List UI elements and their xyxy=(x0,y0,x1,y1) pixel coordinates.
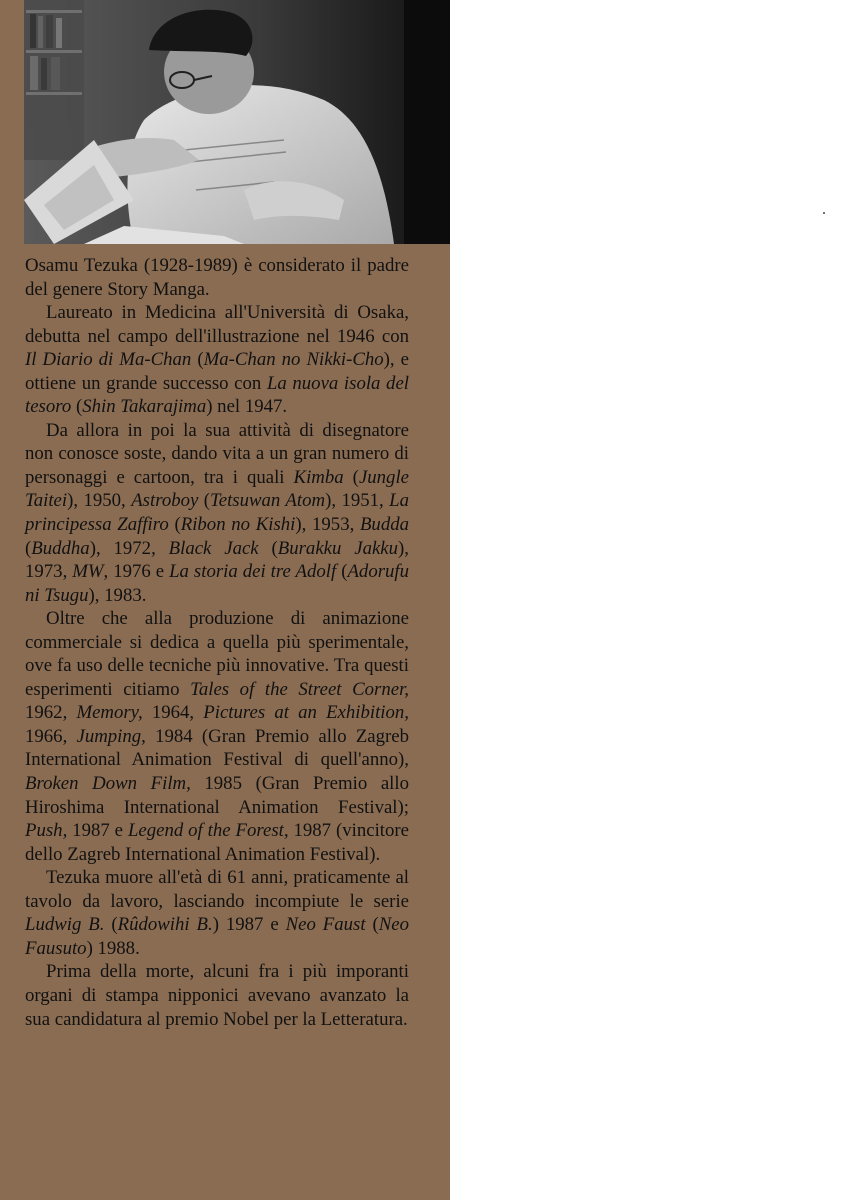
italic-title: Il Diario di Ma-Chan xyxy=(25,349,192,371)
bio-paragraph-5: Tezuka muore all'età di 61 anni, praticamente al tavolo da lavoro, lasciando incompiute le serie Ludwig B. (Rûdowihi B.) 1987 e Neo Faust (Neo Fausuto) 1988. xyxy=(25,867,409,959)
italic-title: Pictures at an Exhibition, xyxy=(203,702,410,724)
author-biography xyxy=(25,254,409,1031)
italic-title: Shin Takarajima xyxy=(82,396,207,418)
italic-title: Rûdowihi B. xyxy=(117,914,213,936)
italic-title: MW xyxy=(72,561,104,583)
italic-title: Jungle Taitei xyxy=(25,466,409,512)
bio-paragraph-1: Osamu Tezuka (1928-1989) è considerato il padre del genere Story Manga. xyxy=(25,255,409,300)
italic-title: Legend of the Forest, xyxy=(127,820,289,842)
italic-title: Burakku Jakku xyxy=(277,537,399,559)
italic-title: Neo Fausuto xyxy=(25,914,409,959)
bookshelf xyxy=(24,0,84,160)
italic-title: La principessa Zaffiro xyxy=(25,490,409,536)
italic-title: Ludwig B. xyxy=(25,914,105,936)
italic-title: Adorufu ni Tsugu xyxy=(25,561,410,606)
italic-title: Kimba xyxy=(293,466,344,488)
italic-title: Ribon no Kishi xyxy=(180,514,296,536)
flap-edge xyxy=(0,0,24,244)
italic-title: La nuova isola del tesoro xyxy=(25,372,410,418)
italic-title: Tetsuwan Atom xyxy=(210,490,326,512)
italic-title: Budda xyxy=(359,514,409,536)
italic-title: Neo Faust xyxy=(285,914,366,936)
bio-paragraph-2: Laureato in Medicina all'Università di Osaka, debutta nel campo dell'illustrazione nel 1946 con Il Diario di Ma-Chan (Ma-Chan no Nikki-Cho), e ottiene un grande successo con La nuova isola del tesoro (Shin Takarajima) nel 1947. xyxy=(25,302,410,418)
italic-title: Astroboy xyxy=(131,490,199,512)
italic-title: Buddha xyxy=(31,537,90,559)
italic-title: Black Jack xyxy=(168,537,259,559)
italic-title: La storia dei tre Adolf xyxy=(169,561,337,583)
paper-speck xyxy=(823,212,825,214)
italic-title: Broken Down Film, xyxy=(25,773,191,795)
italic-title: Jumping, xyxy=(76,725,146,747)
italic-title: Push, xyxy=(25,820,68,842)
italic-title: Memory, xyxy=(76,702,143,724)
author-photo xyxy=(24,0,450,244)
bio-paragraph-4: Oltre che alla produzione di animazione commerciale si dedica a quella più sperimentale, ove fa uso delle tecniche più innovative. Tra questi esperimenti citiamo Tales of the Street Corner, 1962, Memory, 1964, Pictures at an Exhibition, 1966, Jumping, 1984 (Gran Premio allo Zagreb International Animation Festival di quell'anno), Broken Down Film, 1985 (Gran Premio allo Hiroshima International Animation Festival); Push, 1987 e Legend of the Forest, 1987 (vincitore dello Zagreb International Animation Festival). xyxy=(25,608,410,865)
italic-title: Ma-Chan no Nikki-Cho xyxy=(203,349,384,371)
italic-title: Tales of the Street Corner, xyxy=(190,678,409,700)
bio-paragraph-3: Da allora in poi la sua attività di disegnatore non conosce soste, dando vita a un gran numero di personaggi e cartoon, tra i quali Kimba (Jungle Taitei), 1950, Astroboy (Tetsuwan Atom), 1951, La principessa Zaffiro (Ribon no Kishi), 1953, Budda (Buddha), 1972, Black Jack (Burakku Jakku), 1973, MW, 1976 e La storia dei tre Adolf (Adorufu ni Tsugu), 1983. xyxy=(25,419,410,606)
bio-paragraph-6: Prima della morte, alcuni fra i più imporanti organi di stampa nipponici avevano avanzato la sua candidatura al premio Nobel per la Letteratura. xyxy=(25,961,409,1030)
